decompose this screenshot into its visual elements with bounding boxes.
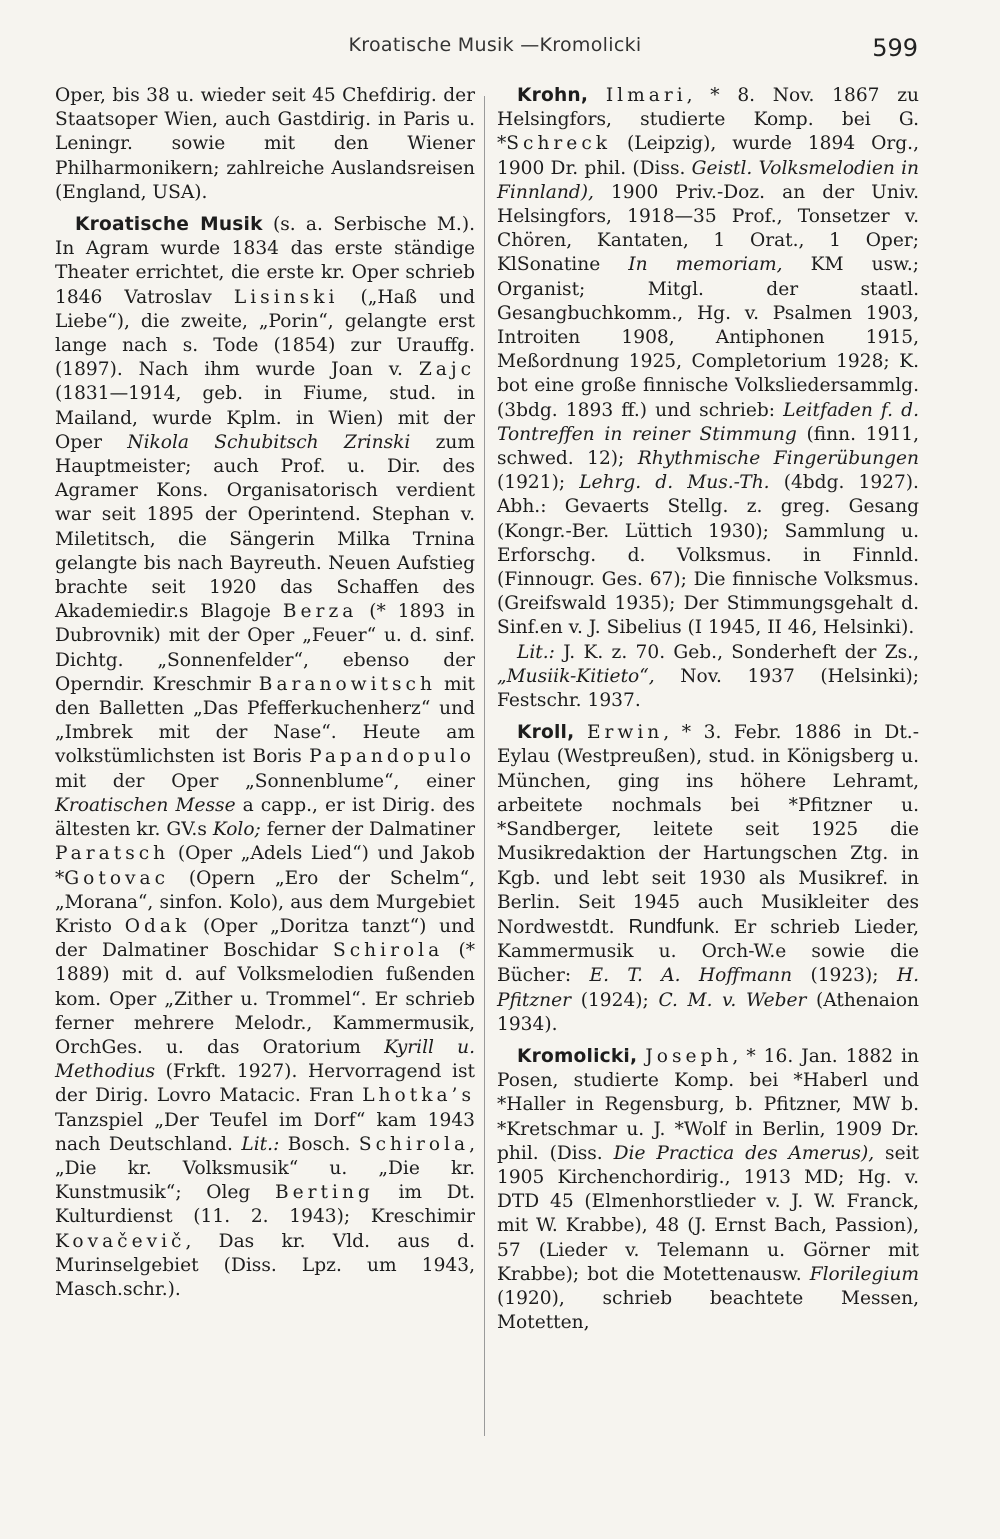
- headword: Kroll,: [517, 722, 575, 744]
- entry-krohn-literature: Lit.: J. K. z. 70. Geb., Sonderheft der Zs., „Musiik-Kitieto“, Nov. 1937 (Helsinki); Festschr. 1937.: [497, 641, 919, 712]
- right-column: [497, 84, 919, 1335]
- entry-kroatische-musik: Kroatische Musik (s. a. Serbische M.). In Agram wurde 1834 das erste ständige Theater errichtet, die erste kr. Oper schrieb 1846 Vatroslav Lisinski („Haß und Liebe“), die zweite, „Porin“, gelangte erst lange nach s. Tode (1854) zur Urauffg. (1897). Nach ihm wurde Joan v. Zajc (1831—1914, geb. in Fiume, stud. in Mailand, wurde Kplm. in Wien) mit der Oper Nikola Schubitsch Zrinski zum Hauptmeister; auch Prof. u. Dir. des Agramer Kons. Organisatorisch verdient war seit 1895 der Operintend. Stephan v. Miletitsch, die Sängerin Milka Trnina gelangte bis nach Bayreuth. Neuen Aufstieg brachte seit 1920 das Schaffen des Akademiedir.s Blagoje Berza (* 1893 in Dubrovnik) mit der Oper „Feuer“ u. d. sinf. Dichtg. „Sonnenfelder“, ebenso der Operndir. Kreschmir Baranowitsch mit den Balletten „Das Pfefferkuchenherz“ und „Imbrek mit der Nase“. Heute am volkstümlichsten ist Boris Papandopulo mit der Oper „Sonnenblume“, einer Kroatischen Messe a capp., er ist Dirig. des ältesten kr. GV.s Kolo; ferner der Dalmatiner Paratsch (Oper „Adels Lied“) und Jakob *Gotovac (Opern „Ero der Schelm“, „Morana“, sinfon. Kolo), aus dem Murgebiet Kristo Odak (Oper „Doritza tanzt“) und der Dalmatiner Boschidar Schirola (* 1889) mit d. auf Volksmelodien fußenden kom. Oper „Zither u. Trommel“. Er schrieb ferner mehrere Melodr., Kammermusik, OrchGes. u. das Oratorium Kyrill u. Methodius (Frkft. 1927). Hervorragend ist der Dirig. Lovro Matacic. Fran Lhotka’s Tanzspiel „Der Teufel im Dorf“ kam 1943 nach Deutschland. Lit.: Bosch. Schirola, „Die kr. Volksmusik“ u. „Die kr. Kunstmusik“; Oleg Berting im Dt. Kulturdienst (11. 2. 1943); Kreschimir Kovačevič, Das kr. Vld. aus d. Murinselgebiet (Diss. Lpz. um 1943, Masch.schr.).: [55, 214, 476, 1300]
- page-number: 599: [872, 34, 918, 62]
- headword: Kromolicki,: [517, 1045, 638, 1067]
- entry-kroll: Kroll, Erwin, * 3. Febr. 1886 in Dt.-Eylau (Westpreußen), stud. in Königsberg u. München, ging ins höhere Lehramt, arbeitete nochmals bei *Pfitzner u. *Sandberger, leitete seit 1925 die Musikredaktion der Hartungschen Ztg. in Kgb. und lebt seit 1930 als Musikref. in Berlin. Seit 1945 auch Musikleiter des Nordwestdt. Rundfunk. Er schrieb Lieder, Kammermusik u. Orch-W.e sowie die Bücher: E. T. A. Hoffmann (1923); H. Pfitzner (1924); C. M. v. Weber (Athenaion 1934).: [497, 722, 919, 1035]
- entry-kromolicki: Kromolicki, Joseph, * 16. Jan. 1882 in Posen, studierte Komp. bei *Haberl und *Haller in Regensburg, b. Pfitzner, MW b. *Kretschmar u. J. *Wolf in Berlin, 1909 Dr. phil. (Diss. Die Practica des Amerus), seit 1905 Kirchenchordirig., 1913 MD; Hg. v. DTD 45 (Elmenhorstlieder v. J. W. Franck, mit W. Krabbe), 48 (J. Ernst Bach, Passion), 57 (Lieder v. Telemann u. Görner mit Krabbe); bot die Motettenausw. Florilegium (1920), schrieb beachtete Messen, Motetten,: [497, 1045, 920, 1334]
- headword: Krohn,: [517, 85, 589, 106]
- headword: Kroatische Musik: [75, 214, 263, 236]
- entry-continuation: Oper, bis 38 u. wieder seit 45 Chefdirig. der Staatsoper Wien, auch Gastdirig. in Paris u. Leningr. sowie mit den Wiener Philharmonikern; zahlreiche Auslandsreisen (England, USA).: [55, 85, 475, 203]
- entry-krohn: Krohn, Ilmari, * 8. Nov. 1867 zu Helsingfors, studierte Komp. bei G. *Schreck (Leipzig), wurde 1894 Org., 1900 Dr. phil. (Diss. Geistl. Volksmelodien in Finnland), 1900 Priv.-Doz. an der Univ. Helsingfors, 1918—35 Prof., Tonsetzer v. Chören, Kantaten, 1 Orat., 1 Oper; KlSonatine In memoriam, KM usw.; Organist; Mitgl. der staatl. Gesangbuchkomm., Hg. v. Psalmen 1903, Introiten 1908, Antiphonen 1915, Meßordnung 1925, Completorium 1928; K. bot eine große finnische Volksliedersammlg. (3bdg. 1893 ff.) und schrieb: Leitfaden f. d. Tontreffen in reiner Stimmung (finn. 1911, schwed. 12); Rhythmische Fingerübungen (1921); Lehrg. d. Mus.-Th. (4bdg. 1927). Abh.: Gevaerts Stellg. z. greg. Gesang (Kongr.-Ber. Lüttich 1930); Sammlung u. Erforschg. d. Volksmus. in Finnld. (Finnougr. Ges. 67); Die finnische Volksmus. (Greifswald 1935); Der Stimmungsgehalt d. Sinf.en v. J. Sibelius (I 1945, II 46, Helsinki).: [497, 85, 920, 639]
- left-column: [55, 84, 475, 1302]
- column-divider: [484, 96, 485, 1436]
- running-header: Kroatische Musik —Kromolicki: [348, 34, 642, 56]
